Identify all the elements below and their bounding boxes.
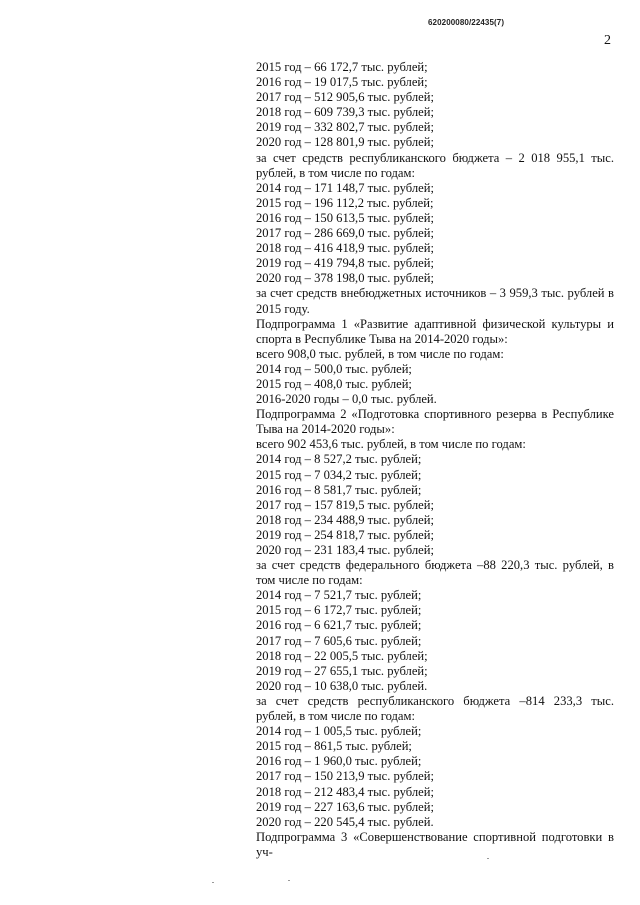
text-line: 2020 год – 378 198,0 тыс. рублей;	[256, 271, 434, 286]
text-line: 2017 год – 286 669,0 тыс. рублей;	[256, 226, 434, 241]
scan-speck	[212, 882, 214, 883]
document-body	[256, 60, 614, 860]
text-line: всего 902 453,6 тыс. рублей, в том числе по годам:	[256, 437, 526, 452]
text-paragraph: за счет средств республиканского бюджета –814 233,3 тыс. рублей, в том числе по годам:	[256, 693, 614, 724]
text-line: 2016 год – 1 960,0 тыс. рублей;	[256, 754, 422, 769]
text-line: 2018 год – 212 483,4 тыс. рублей;	[256, 784, 434, 799]
text-paragraph: Подпрограмма 2 «Подготовка спортивного резерва в Республике Тыва на 2014-2020 годы»:	[256, 407, 614, 437]
text-line: 2017 год – 150 213,9 тыс. рублей;	[256, 769, 434, 784]
text-line: 2020 год – 220 545,4 тыс. рублей.	[256, 814, 434, 829]
text-line: 2016 год – 6 621,7 тыс. рублей;	[256, 618, 422, 633]
text-line: 2015 год – 861,5 тыс. рублей;	[256, 739, 412, 754]
text-line: 2015 год – 6 172,7 тыс. рублей;	[256, 603, 422, 618]
text-line: 2020 год – 10 638,0 тыс. рублей.	[256, 678, 428, 693]
text-paragraph: за счет средств республиканского бюджета – 2 018 955,1 тыс. рублей, в том числе по годам:	[256, 150, 614, 180]
text-line: 2017 год – 7 605,6 тыс. рублей;	[256, 633, 422, 648]
text-line: 2015 год – 408,0 тыс. рублей;	[256, 376, 412, 391]
text-line: 2017 год – 157 819,5 тыс. рублей;	[256, 497, 434, 512]
text-line: 2016 год – 19 017,5 тыс. рублей;	[256, 75, 428, 90]
text-line: 2019 год – 332 802,7 тыс. рублей;	[256, 120, 434, 135]
text-line: 2015 год – 196 112,2 тыс. рублей;	[256, 195, 434, 210]
text-line: 2020 год – 128 801,9 тыс. рублей;	[256, 135, 434, 150]
text-line: 2014 год – 1 005,5 тыс. рублей;	[256, 724, 422, 739]
scan-speck	[487, 858, 489, 859]
text-line: 2019 год – 27 655,1 тыс. рублей;	[256, 663, 428, 678]
document-code: 620200080/22435(7)	[428, 18, 505, 27]
text-line: 2016 год – 150 613,5 тыс. рублей;	[256, 210, 434, 225]
text-line: 2018 год – 416 418,9 тыс. рублей;	[256, 241, 434, 256]
page-number: 2	[604, 33, 611, 48]
text-paragraph: за счет средств федерального бюджета –88 220,3 тыс. рублей, в том числе по годам:	[256, 558, 614, 588]
text-line: 2017 год – 512 905,6 тыс. рублей;	[256, 90, 434, 105]
text-line: 2015 год – 7 034,2 тыс. рублей;	[256, 467, 422, 482]
text-paragraph: за счет средств внебюджетных источников – 3 959,3 тыс. рублей в 2015 году.	[256, 286, 614, 316]
text-line: 2014 год – 500,0 тыс. рублей;	[256, 361, 412, 376]
text-line: 2016 год – 8 581,7 тыс. рублей;	[256, 482, 422, 497]
text-line: 2018 год – 22 005,5 тыс. рублей;	[256, 648, 428, 663]
text-line: 2014 год – 7 521,7 тыс. рублей;	[256, 588, 422, 603]
text-line: 2015 год – 66 172,7 тыс. рублей;	[256, 60, 428, 74]
text-line: 2014 год – 8 527,2 тыс. рублей;	[256, 452, 422, 467]
text-line: 2016-2020 годы – 0,0 тыс. рублей.	[256, 392, 437, 407]
text-line: 2018 год – 234 488,9 тыс. рублей;	[256, 512, 434, 527]
text-line: 2019 год – 227 163,6 тыс. рублей;	[256, 799, 434, 814]
scan-speck	[288, 880, 290, 881]
text-paragraph: Подпрограмма 3 «Совершенствование спортивной подготовки в уч-	[256, 829, 614, 859]
text-line: 2020 год – 231 183,4 тыс. рублей;	[256, 543, 434, 557]
text-line: 2018 год – 609 739,3 тыс. рублей;	[256, 105, 434, 120]
text-paragraph: Подпрограмма 1 «Развитие адаптивной физической культуры и спорта в Республике Тыва на 2014-2020 годы»:	[256, 316, 614, 346]
text-line: 2014 год – 171 148,7 тыс. рублей;	[256, 180, 434, 195]
text-line: 2019 год – 419 794,8 тыс. рублей;	[256, 256, 434, 271]
text-line: 2019 год – 254 818,7 тыс. рублей;	[256, 527, 434, 542]
text-line: всего 908,0 тыс. рублей, в том числе по годам:	[256, 346, 504, 361]
